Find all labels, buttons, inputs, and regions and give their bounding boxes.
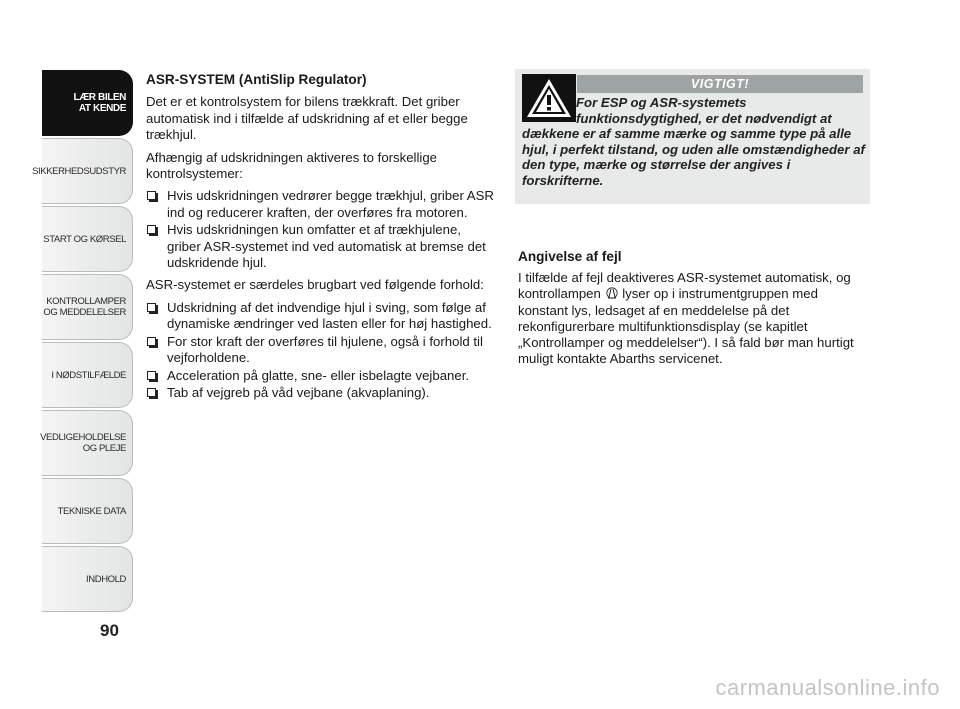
nav-tab-label: I NØDSTILFÆLDE bbox=[51, 369, 126, 381]
checkbox-bullet-icon bbox=[147, 225, 156, 234]
checkbox-bullet-icon bbox=[147, 371, 156, 380]
nav-tab[interactable] bbox=[32, 138, 133, 204]
page-number: 90 bbox=[100, 621, 119, 640]
asr-lead-2: ASR-systemet er særdeles brugbart ved følgende forhold: bbox=[146, 277, 484, 293]
checkbox-bullet-icon bbox=[147, 191, 156, 200]
list-item: For stor kraft der overføres til hjulene, også i forhold til vejforholdene. bbox=[146, 334, 498, 367]
warning-text-first: For ESP og ASR-systemets funktionsdygtighed, er det nødvendigt at bbox=[576, 95, 832, 126]
asr-lead-1: Afhængig af udskridningen aktiveres to forskellige kontrolsystemer: bbox=[146, 149, 438, 182]
nav-tab-label: TEKNISKE DATA bbox=[57, 505, 126, 517]
nav-tab-label: LÆR BILEN AT KENDE bbox=[73, 92, 126, 114]
nav-tab[interactable] bbox=[42, 206, 133, 272]
asr-title: ASR-SYSTEM (AntiSlip Regulator) bbox=[146, 72, 367, 87]
nav-tab-label: VEDLIGEHOLDELSE OG PLEJE bbox=[40, 432, 126, 454]
asr-warning-lamp-icon bbox=[606, 287, 618, 299]
asr-intro: Det er et kontrolsystem for bilens trækkraft. Det griber automatisk ind i tilfælde af udskridning af et eller begge trækhjul. bbox=[146, 94, 468, 143]
fault-text: I tilfælde af fejl deaktiveres ASR-systemet automatisk, og kontrollampen lyser op i instrumentgruppen med konstant lys, ledsaget af en meddelelse på det rekonfigurerbare multifunktionsdisplay (se kapitlet „Kontrollamper og meddelelser“). I så fald bør man hurtigt muligt kontakte Abarths servicenet. bbox=[518, 270, 854, 367]
checkbox-bullet-icon bbox=[147, 337, 156, 346]
nav-tab-label: SIKKERHEDSUDSTYR bbox=[32, 165, 126, 177]
nav-tab-label: INDHOLD bbox=[86, 573, 126, 585]
watermark: carmanualsonline.info bbox=[715, 675, 940, 700]
list-item: Hvis udskridningen kun omfatter et af trækhjulene, griber ASR-systemet ind ved automatisk at bremse det udskridende hjul. bbox=[146, 222, 498, 271]
fault-title: Angivelse af fejl bbox=[518, 249, 622, 264]
nav-tab[interactable] bbox=[42, 478, 133, 544]
checkbox-bullet-icon bbox=[147, 388, 156, 397]
list-item: Udskridning af det indvendige hjul i sving, som følge af dynamiske ændringer ved lasten eller for høj hastighed. bbox=[146, 300, 498, 333]
warning-label: VIGTIGT! bbox=[577, 75, 863, 93]
nav-tab-label: KONTROLLAMPER OG MEDDELELSER bbox=[43, 296, 126, 318]
list-item: Hvis udskridningen vedrører begge trækhjul, griber ASR ind og reducerer kraften, der overføres fra motoren. bbox=[146, 188, 498, 221]
nav-tab-label: START OG KØRSEL bbox=[43, 233, 126, 245]
nav-tab[interactable] bbox=[42, 274, 133, 340]
list-item: Tab af vejgreb på våd vejbane (akvaplaning). bbox=[146, 385, 498, 401]
warning-text bbox=[522, 95, 865, 189]
asr-section bbox=[146, 72, 498, 407]
list-item: Acceleration på glatte, sne- eller isbelagte vejbaner. bbox=[146, 368, 498, 384]
nav-tab[interactable] bbox=[42, 546, 133, 612]
fault-section bbox=[518, 249, 868, 367]
nav-tab[interactable] bbox=[42, 410, 133, 476]
checkbox-bullet-icon bbox=[147, 303, 156, 312]
nav-tab[interactable] bbox=[42, 342, 133, 408]
asr-list-1 bbox=[146, 188, 498, 271]
asr-list-2 bbox=[146, 300, 498, 401]
warning-box bbox=[515, 69, 870, 204]
nav-tab[interactable] bbox=[42, 70, 133, 136]
warning-text-rest: dækkene er af samme mærke og samme type på alle hjul, i perfekt tilstand, og uden alle omstændigheder af den type, mærke og størrelse der angives i forskrifterne. bbox=[522, 126, 865, 188]
